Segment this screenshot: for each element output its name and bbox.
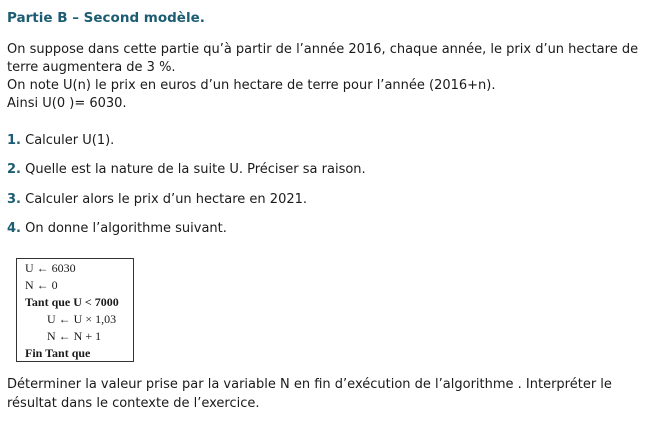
question-2 [7,162,366,177]
question-4-number: 4. [7,221,21,236]
question-2-text: Quelle est la nature de la suite U. Préciser sa raison. [20,162,366,177]
question-3-number: 3. [7,192,21,207]
intro-line-2: On note U(n) le prix en euros d’un hectare de terre pour l’année (2016+n). [7,78,496,93]
question-1 [7,133,114,148]
question-1-number: 1. [7,133,21,148]
algorithm-line-2: N ← 0 [25,278,58,292]
algorithm-line-4: U ← U × 1,03 [47,312,117,326]
question-3-text: Calculer alors le prix d’un hectare en 2021. [20,192,308,207]
algorithm-line-5: N ← N + 1 [47,329,102,343]
question-3 [7,192,307,207]
algorithm-line-1: U ← 6030 [25,261,76,275]
question-4-text: On donne l’algorithme suivant. [20,221,227,236]
question-2-number: 2. [7,162,21,177]
section-title: Partie B – Second modèle. [7,10,205,26]
final-question: Déterminer la valeur prise par la variable N en fin d’exécution de l’algorithme . Interpréter le résultat dans le contexte de l’exercice. [7,377,612,411]
intro-line-1: On suppose dans cette partie qu’à partir de l’année 2016, chaque année, le prix d’un hectare de terre augmentera de 3 %. [7,42,639,75]
algorithm-box [16,258,134,362]
intro-line-3: Ainsi U(0 )= 6030. [7,96,127,111]
algorithm-line-6: Fin Tant que [25,346,91,360]
question-4 [7,221,227,236]
algorithm-line-3: Tant que U < 7000 [25,295,119,309]
intro-text [7,41,647,113]
question-1-text: Calculer U(1). [20,133,115,148]
